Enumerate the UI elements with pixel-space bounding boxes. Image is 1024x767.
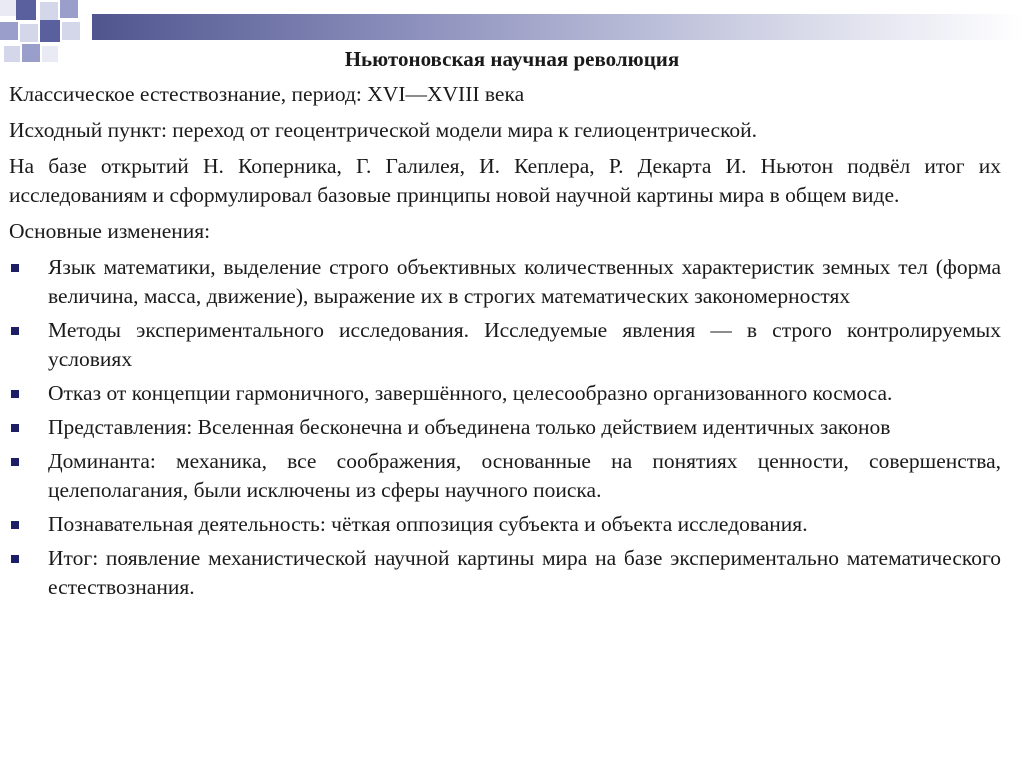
square-bullet-icon [11, 458, 19, 466]
list-item [9, 510, 1001, 539]
slide-body [9, 80, 1001, 607]
square-bullet-icon [11, 555, 19, 563]
list-item [9, 253, 1001, 311]
list-item [9, 379, 1001, 408]
list-item-text: Методы экспериментального исследования. Исследуемые явления — в строго контролируемых условиях [48, 318, 1001, 371]
square-bullet-icon [11, 521, 19, 529]
changes-list [9, 253, 1001, 602]
square-bullet-icon [11, 424, 19, 432]
list-item [9, 447, 1001, 505]
header-gradient-bar [92, 14, 1024, 40]
list-item [9, 413, 1001, 442]
paragraph-main-changes: Основные изменения: [9, 219, 211, 243]
list-item-text: Познавательная деятельность: чёткая оппозиция субъекта и объекта исследования. [48, 512, 808, 536]
square-bullet-icon [11, 327, 19, 335]
list-item-text: Отказ от концепции гармоничного, завершённого, целесообразно организованного космоса. [48, 381, 893, 405]
square-bullet-icon [11, 390, 19, 398]
paragraph-newton: На базе открытий Н. Коперника, Г. Галилея, И. Кеплера, Р. Декарта И. Ньютон подвёл итог их исследованиям и сформулировал базовые принципы новой научной картины мира в общем виде. [9, 154, 1001, 207]
list-item [9, 316, 1001, 374]
list-item-text: Доминанта: механика, все соображения, основанные на понятиях ценности, совершенства, целеполагания, были исключены из сферы научного поиска. [48, 449, 1001, 502]
list-item [9, 544, 1001, 602]
square-bullet-icon [11, 264, 19, 272]
paragraph-period: Классическое естествознание, период: XVI—XVIII века [9, 82, 525, 106]
list-item-text: Итог: появление механистической научной картины мира на базе экспериментально математического естествознания. [48, 546, 1001, 599]
list-item-text: Язык математики, выделение строго объективных количественных характеристик земных тел (форма величина, масса, движение), выражение их в строгих математических закономерностях [48, 255, 1001, 308]
list-item-text: Представления: Вселенная бесконечна и объединена только действием идентичных законов [48, 415, 891, 439]
paragraph-starting-point: Исходный пункт: переход от геоцентрической модели мира к гелиоцентрической. [9, 118, 758, 142]
slide-title: Ньютоновская научная революция [344, 47, 680, 71]
